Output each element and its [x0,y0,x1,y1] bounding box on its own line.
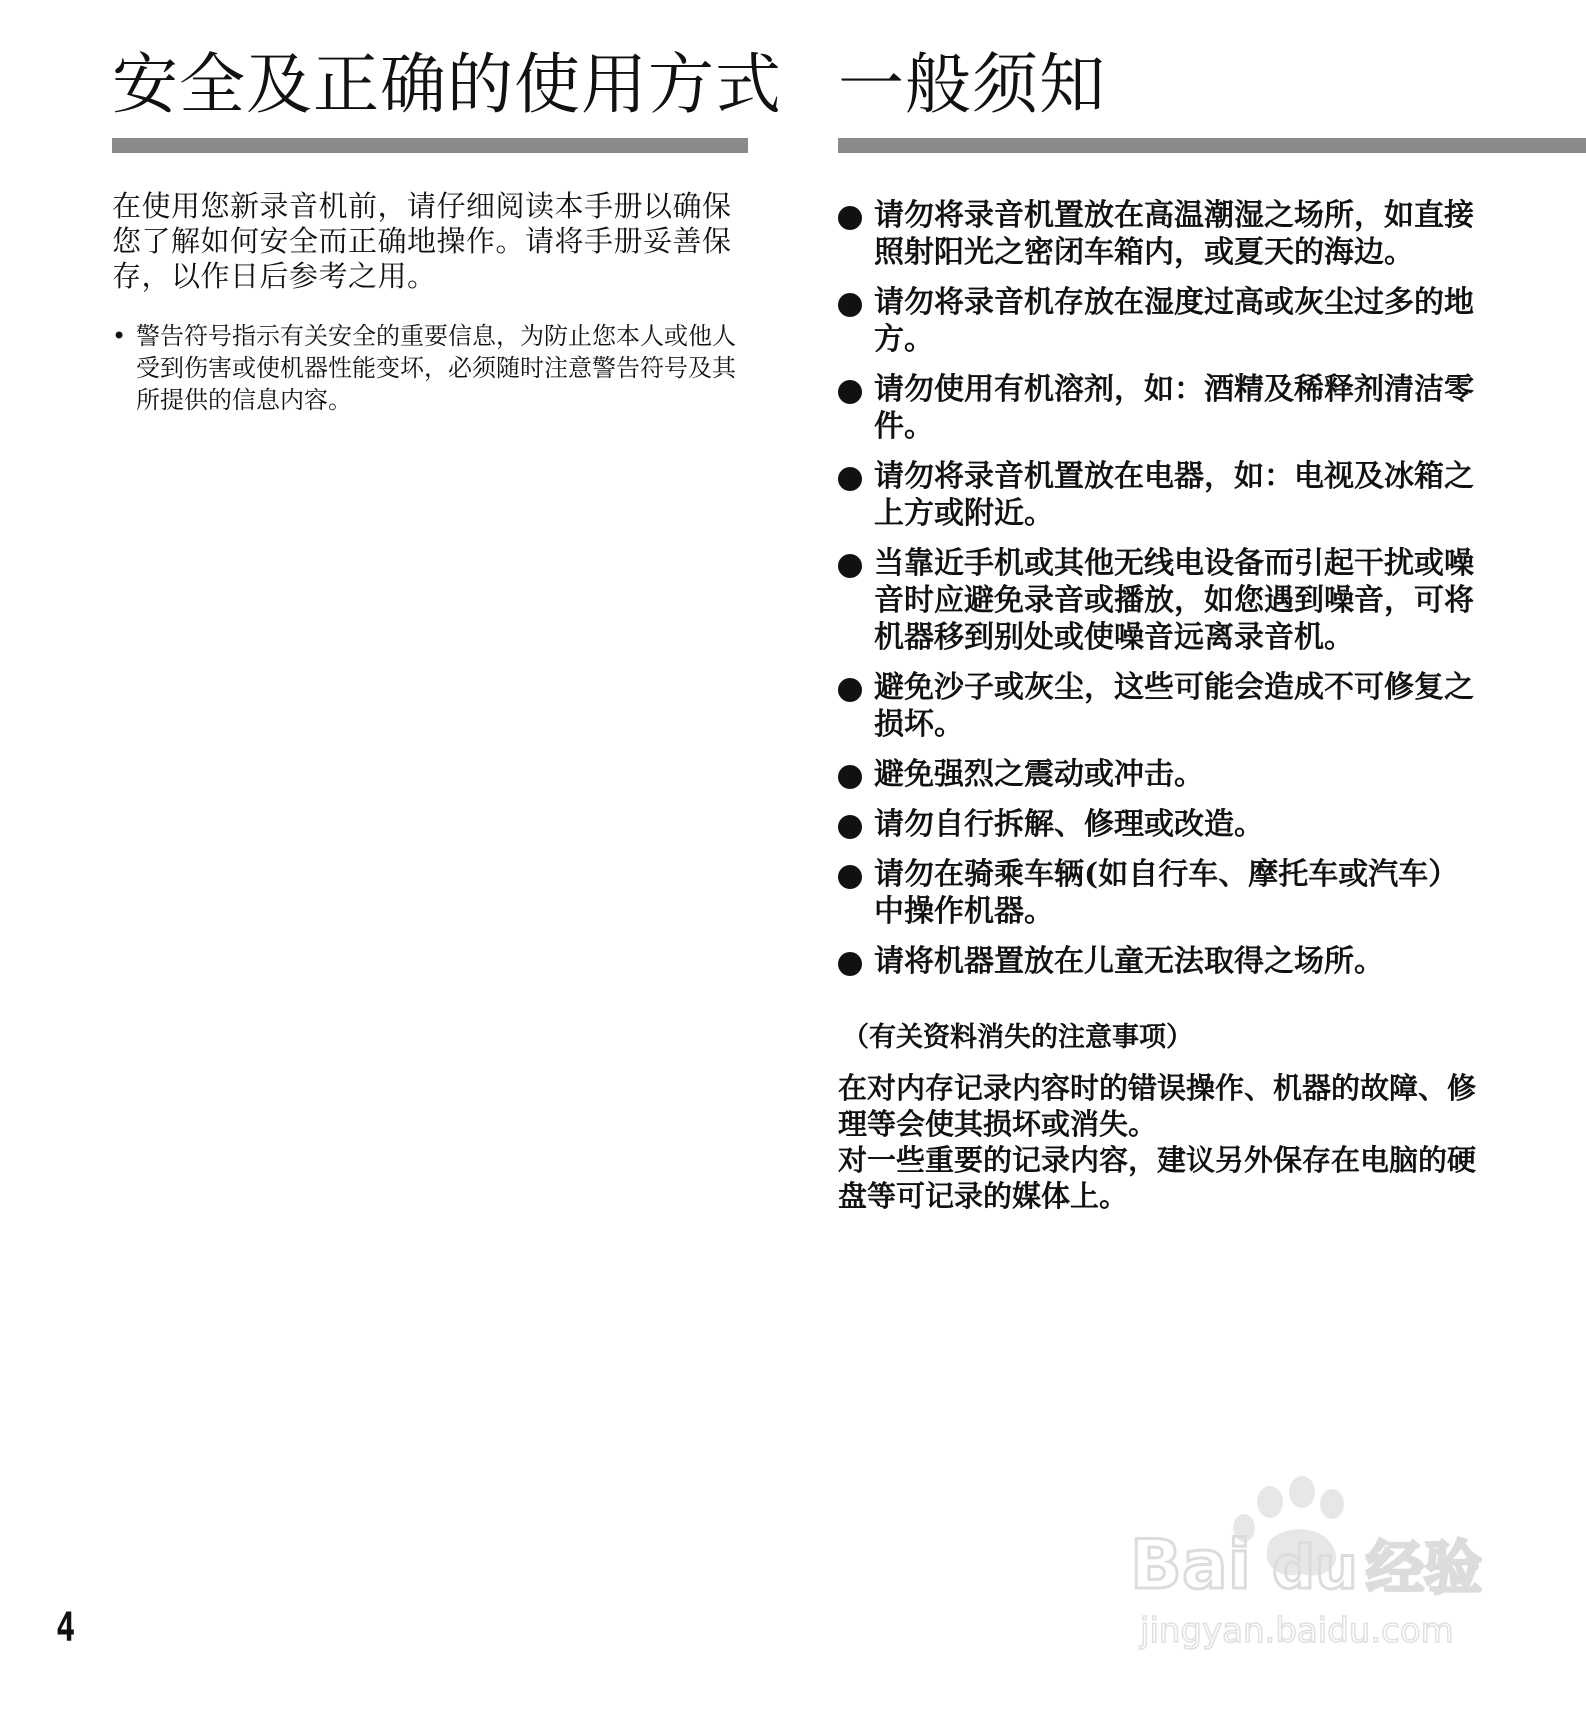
list-item-text: 请勿在骑乘车辆(如自行车、摩托车或汽车）中操作机器。 [874,857,1459,929]
list-item [838,943,1478,980]
bullet-icon [838,865,862,889]
general-notes-section [838,40,1586,1214]
bullet-icon [838,467,862,491]
bullet-icon [838,952,862,976]
list-item-text: 当靠近手机或其他无线电设备而引起干扰或噪音时应避免录音或播放，如您遇到噪音，可将机器移到别处或使噪音远离录音机。 [874,546,1474,655]
bullet-icon [838,380,862,404]
list-item [838,458,1478,532]
watermark-brand-du: du [1272,1533,1358,1603]
bullet-icon [838,765,862,789]
bullet-icon [838,815,862,839]
list-item-text: 请将机器置放在儿童无法取得之场所。 [874,944,1384,979]
page-number: 4 [56,1605,76,1651]
list-item [838,806,1478,843]
note-bullet: • [112,322,127,350]
watermark-url: jingyan.baidu.com [1140,1611,1454,1651]
list-item [838,669,1478,743]
safety-section [112,40,782,416]
general-notes-heading-rule [838,138,1586,153]
list-item [838,856,1478,930]
safety-intro: 在使用您新录音机前，请仔细阅读本手册以确保您了解如何安全而正确地操作。请将手册妥善保存，以作日后参考之用。 [112,189,732,293]
bullet-icon [838,554,862,578]
watermark-brand: Bai [1130,1526,1252,1605]
warning-note-text: 警告符号指示有关安全的重要信息，为防止您本人或他人受到伤害或使机器性能变坏，必须随时注意警告符号及其所提供的信息内容。 [136,322,736,414]
list-item-text: 避免强烈之震动或冲击。 [874,757,1204,792]
list-item-text: 请勿自行拆解、修理或改造。 [874,807,1264,842]
list-item [838,545,1478,656]
data-loss-title: （有关资料消失的注意事项） [842,1022,1193,1053]
data-loss-paragraph-1: 在对内存记录内容时的错误操作、机器的故障、修理等会使其损坏或消失。 [838,1071,1477,1141]
list-item-text: 请勿使用有机溶剂，如：酒精及稀释剂清洁零件。 [874,372,1474,444]
list-item-text: 请勿将录音机置放在高温潮湿之场所，如直接照射阳光之密闭车箱内，或夏天的海边。 [874,198,1474,270]
list-item [838,756,1478,793]
safety-heading-rule [112,138,748,153]
general-notes-heading: 一般须知 [838,46,1106,123]
list-item [838,197,1478,271]
data-loss-paragraph-2: 对一些重要的记录内容，建议另外保存在电脑的硬盘等可记录的媒体上。 [838,1143,1477,1213]
safety-heading: 安全及正确的使用方式 [112,46,782,123]
watermark-brand-cn: 经验 [1366,1534,1483,1602]
bullet-icon [838,678,862,702]
bullet-icon [838,206,862,230]
data-loss-body [838,1070,1478,1214]
baidu-watermark [1120,1470,1500,1660]
list-item-text: 请勿将录音机置放在电器，如：电视及冰箱之上方或附近。 [874,459,1474,531]
list-item [838,284,1478,358]
bullet-icon [838,293,862,317]
list-item [838,371,1478,445]
list-item-text: 避免沙子或灰尘，这些可能会造成不可修复之损坏。 [874,670,1474,742]
warning-note [112,320,748,416]
general-notes-list [838,197,1478,980]
list-item-text: 请勿将录音机存放在湿度过高或灰尘过多的地方。 [874,285,1474,357]
